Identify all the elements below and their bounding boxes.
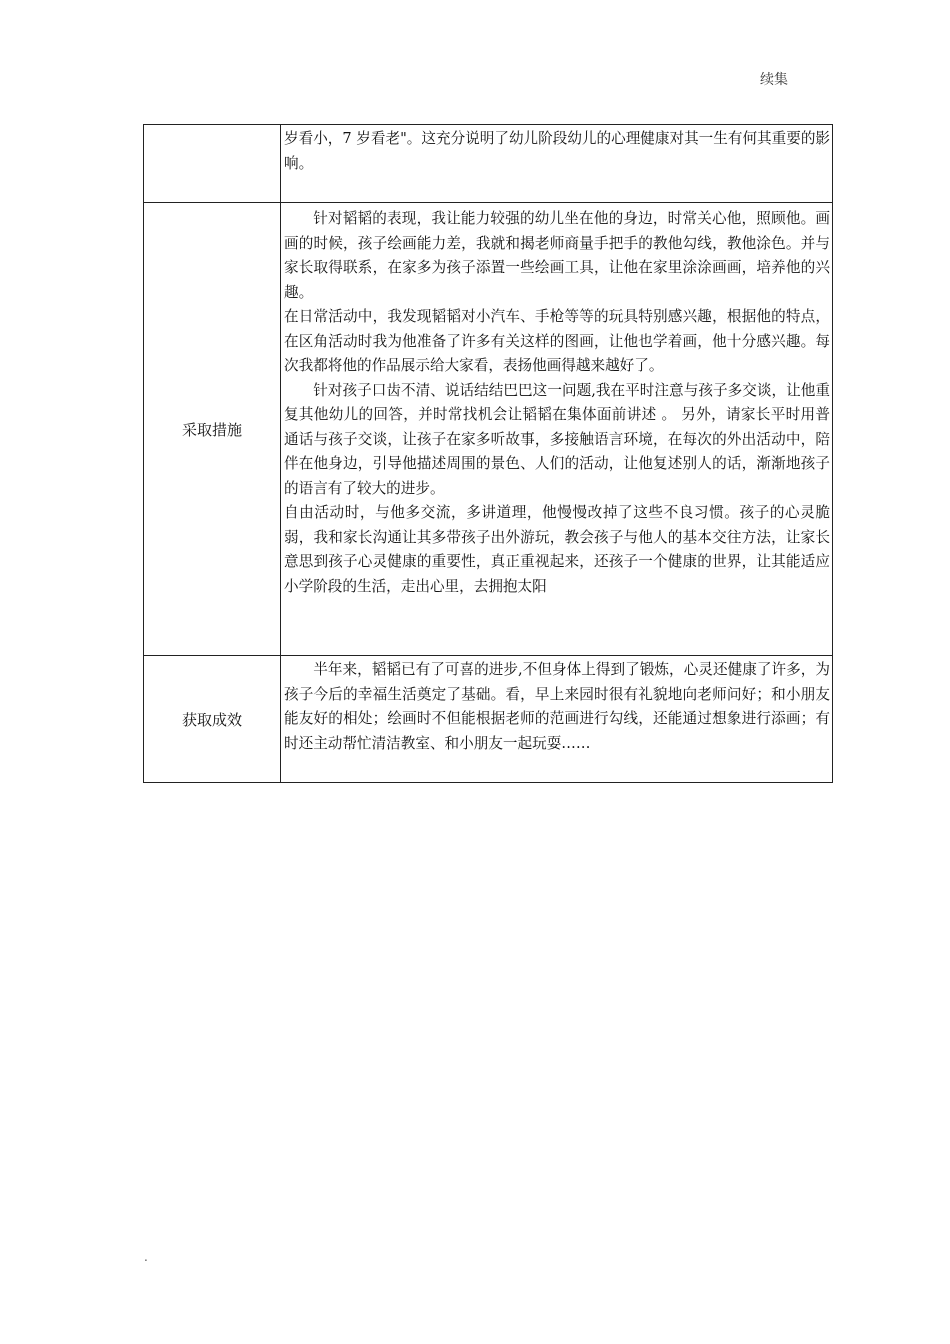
paragraph: 半年来，韬韬已有了可喜的进步,不但身体上得到了锻炼，心灵还健康了许多，为孩子今后的幸福生活奠定了基础。看，早上来园时很有礼貌地向老师问好；和小朋友能友好的相处；绘画时不但能根据老师的范画进行勾线，还能通过想象进行添画；有时还主动帮忙清洁教室、和小朋友一起玩耍……: [284, 661, 830, 752]
table-row: [144, 656, 833, 783]
row-content: [281, 125, 833, 203]
paragraph: 在日常活动中，我发现韬韬对小汽车、手枪等等的玩具特别感兴趣，根据他的特点，在区角活动时我为他准备了许多有关这样的图画，让他也学着画，他十分感兴趣。每次我都将他的作品展示给大家看，表扬他画得越来越好了。: [284, 308, 830, 374]
paragraph: 针对孩子口齿不清、说话结结巴巴这一问题,我在平时注意与孩子多交谈，让他重复其他幼儿的回答，并时常找机会让韬韬在集体面前讲述 。 另外，请家长平时用普通话与孩子交谈，让孩子在家多听故事，多接触语言环境，在每次的外出活动中，陪伴在他身边，引导他描述周围的景色、人们的活动，让他复述别人的话，渐渐地孩子的语言有了较大的进步。: [284, 381, 830, 497]
case-record-table: [143, 124, 833, 783]
row-label: [144, 125, 281, 203]
paragraph: 岁看小，7 岁看老"。这充分说明了幼儿阶段幼儿的心理健康对其一生有何其重要的影响。: [284, 130, 831, 172]
paragraph: 自由活动时，与他多交流，多讲道理，他慢慢改掉了这些不良习惯。孩子的心灵脆弱，我和家长沟通让其多带孩子出外游玩，教会孩子与他人的基本交往方法，让家长意思到孩子心灵健康的重要性，真正重视起来，还孩子一个健康的世界，让其能适应小学阶段的生活，走出心里，去拥抱太阳: [284, 504, 830, 595]
table-row: [144, 203, 833, 656]
row-label-results: 获取成效: [144, 656, 281, 783]
row-content-results: [281, 656, 833, 783]
paragraph: 针对韬韬的表现，我让能力较强的幼儿坐在他的身边，时常关心他，照顾他。画画的时候，孩子绘画能力差，我就和揭老师商量手把手的教他勾线，教他涂色。并与家长取得联系，在家多为孩子添置一些绘画工具，让他在家里涂涂画画，培养他的兴趣。: [284, 210, 830, 301]
continued-label: 续集: [760, 72, 788, 88]
footer-mark: .: [144, 1250, 148, 1264]
row-content-measures: [281, 203, 833, 656]
table-row: [144, 125, 833, 203]
row-label-measures: 采取措施: [144, 203, 281, 656]
